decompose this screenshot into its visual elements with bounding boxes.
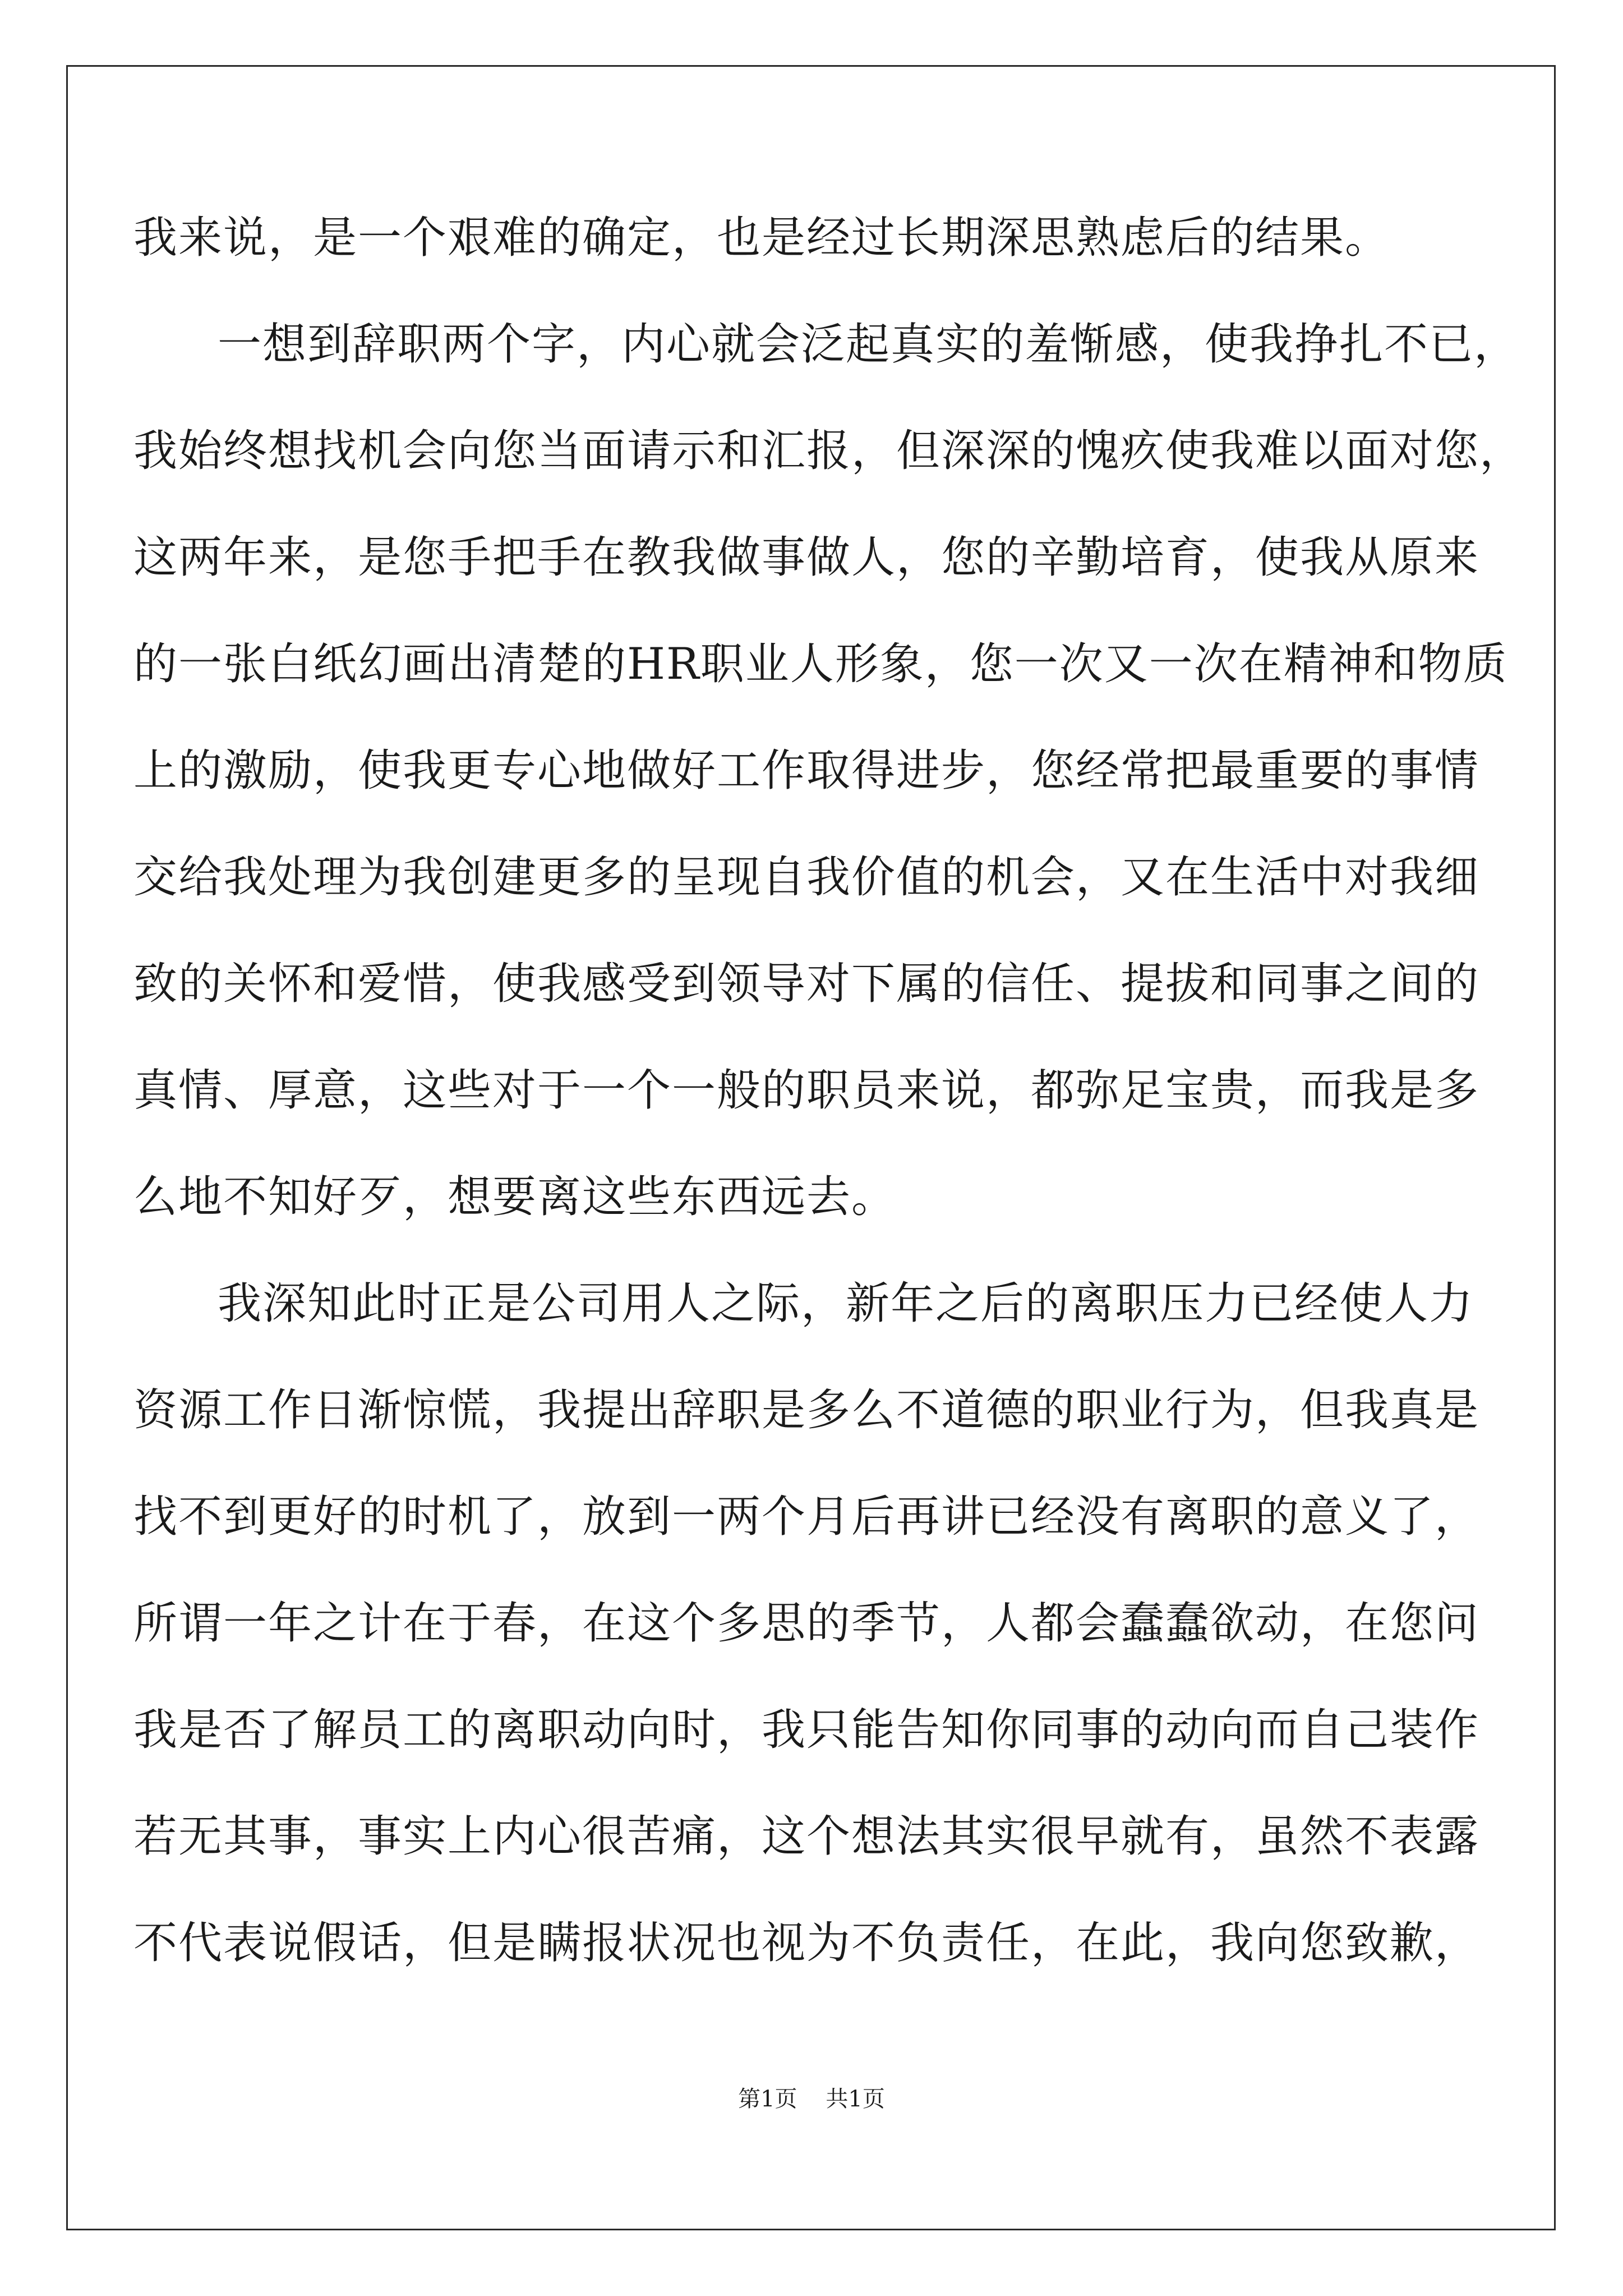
text-line-2: 一想到辞职两个字，内心就会泛起真实的羞惭感，使我挣扎不已， bbox=[218, 319, 1519, 370]
page-total: 共1页 bbox=[826, 2086, 885, 2112]
text-line-3: 我始终想找机会向您当面请示和汇报，但深深的愧疚使我难以面对您， bbox=[133, 426, 1525, 476]
text-line-12: 资源工作日渐惊慌，我提出辞职是多么不道德的职业行为，但我真是 bbox=[133, 1385, 1480, 1435]
text-line-13: 找不到更好的时机了，放到一两个月后再讲已经没有离职的意义了， bbox=[133, 1492, 1480, 1542]
text-line-1: 我来说，是一个艰难的确定，也是经过长期深思熟虑后的结果。 bbox=[133, 213, 1390, 263]
text-line-17: 不代表说假话，但是瞒报状况也视为不负责任，在此，我向您致歉， bbox=[133, 1918, 1480, 1968]
text-line-10: 么地不知好歹，想要离这些东西远去。 bbox=[133, 1172, 897, 1222]
text-line-6: 上的激励，使我更专心地做好工作取得进步，您经常把最重要的事情 bbox=[133, 746, 1480, 796]
page-footer bbox=[0, 2088, 1623, 2110]
page-border bbox=[66, 65, 1556, 2230]
text-line-5: 的一张白纸幻画出清楚的HR职业人形象，您一次又一次在精神和物质 bbox=[133, 639, 1508, 689]
page-current: 第1页 bbox=[738, 2086, 797, 2112]
text-line-14: 所谓一年之计在于春，在这个多思的季节，人都会蠢蠢欲动，在您问 bbox=[133, 1598, 1480, 1649]
text-line-15: 我是否了解员工的离职动向时，我只能告知你同事的动向而自己装作 bbox=[133, 1705, 1480, 1755]
text-line-9: 真情、厚意，这些对于一个一般的职员来说，都弥足宝贵，而我是多 bbox=[133, 1065, 1480, 1116]
text-line-11: 我深知此时正是公司用人之际，新年之后的离职压力已经使人力 bbox=[218, 1278, 1474, 1329]
text-line-7: 交给我处理为我创建更多的呈现自我价值的机会，又在生活中对我细 bbox=[133, 852, 1480, 903]
text-line-4: 这两年来，是您手把手在教我做事做人，您的辛勤培育，使我从原来 bbox=[133, 532, 1480, 583]
text-line-16: 若无其事，事实上内心很苦痛，这个想法其实很早就有，虽然不表露 bbox=[133, 1811, 1480, 1862]
text-line-8: 致的关怀和爱惜，使我感受到领导对下属的信任、提拔和同事之间的 bbox=[133, 959, 1480, 1009]
